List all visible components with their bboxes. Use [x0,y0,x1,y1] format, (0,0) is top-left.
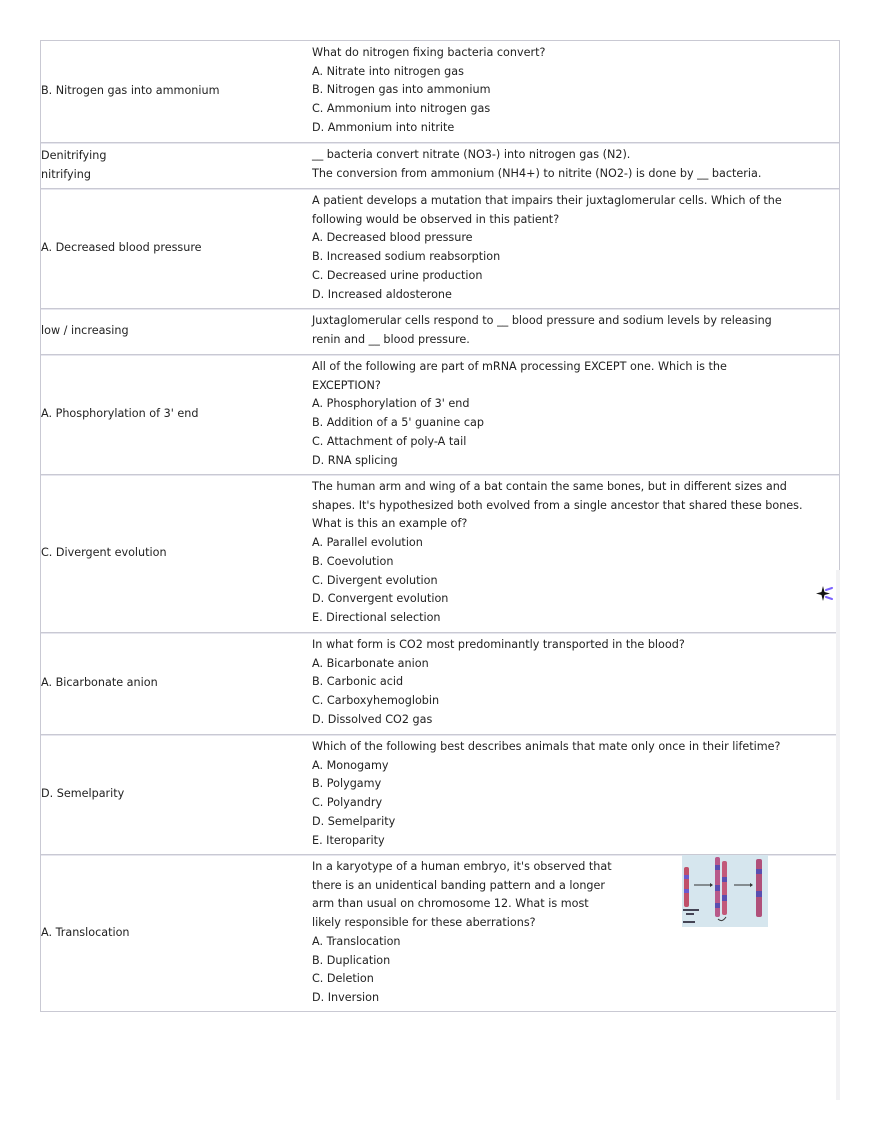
option-c: C. Divergent evolution [312,573,438,587]
option-a: A. Parallel evolution [312,536,423,550]
option-b: B. Increased sodium reabsorption [312,250,501,264]
option-a: A. Monogamy [312,758,389,772]
karyotype-chromosomes [682,855,768,927]
question-text: shapes. It's hypothesized both evolved from a single ancestor that shared these bones. [312,498,803,512]
card-definition [312,41,839,142]
card-term [41,189,311,308]
option-b: B. Addition of a 5' guanine cap [312,416,484,430]
question-text: arm than usual on chromosome 12. What is most [312,897,589,911]
card-definition [312,475,839,632]
option-c: C. Deletion [312,972,374,986]
card-row-5 [41,354,839,474]
option-c: C. Attachment of poly-A tail [312,434,467,448]
question-text: In a karyotype of a human embryo, it's observed that [312,860,612,873]
question-text: What is this an example of? [312,517,468,531]
definition-line: __ bacteria convert nitrate (NO3-) into nitrogen gas (N2). [312,148,631,161]
card-definition [312,309,839,353]
option-c: C. Ammonium into nitrogen gas [312,102,491,116]
card-term [41,143,311,188]
karyotype-image [682,855,768,927]
option-d: D. Convergent evolution [312,592,449,606]
card-row-3 [41,188,839,308]
term-line: A. Decreased blood pressure [41,241,202,255]
option-b: B. Duplication [312,953,391,967]
term-line: nitrifying [41,167,91,181]
definition-line: The conversion from ammonium (NH4+) to nitrite (NO2-) is done by __ bacteria. [312,166,762,180]
option-e: E. Directional selection [312,610,441,624]
question-text: following would be observed in this patient? [312,212,560,226]
definition-line: renin and __ blood pressure. [312,332,470,346]
sparkle-icon-graphic [814,584,834,604]
flashcard-table [40,40,840,1012]
term-line: C. Divergent evolution [41,546,167,560]
option-b: B. Coevolution [312,554,394,568]
question-text: The human arm and wing of a bat contain the same bones, but in different sizes and [312,480,787,493]
card-row-6 [41,474,839,632]
right-edge-shadow [836,570,840,1100]
sparkle-icon[interactable] [814,584,834,604]
option-d: D. Ammonium into nitrite [312,120,455,134]
option-d: D. Inversion [312,990,380,1004]
card-term [41,355,311,474]
option-c: C. Decreased urine production [312,268,483,282]
card-definition [312,143,839,187]
card-row-7 [41,632,839,734]
card-term [41,309,311,354]
term-line: B. Nitrogen gas into ammonium [41,84,220,98]
card-term [41,735,311,854]
term-line: D. Semelparity [41,787,125,801]
card-row-4 [41,308,839,354]
card-definition [312,355,839,474]
option-d: D. Increased aldosterone [312,287,452,301]
option-e: E. Iteroparity [312,833,385,847]
card-definition [312,633,839,734]
option-b: B. Carbonic acid [312,675,404,689]
card-term [41,855,311,1011]
question-text: In what form is CO2 most predominantly transported in the blood? [312,638,685,651]
term-line: A. Translocation [41,925,130,939]
option-c: C. Polyandry [312,796,383,810]
option-a: A. Translocation [312,934,401,948]
term-line: Denitrifying [41,148,107,162]
option-a: A. Phosphorylation of 3' end [312,397,470,411]
question-text: All of the following are part of mRNA processing EXCEPT one. Which is the [312,360,727,373]
card-row-2 [41,142,839,188]
question-text: Which of the following best describes animals that mate only once in their lifetime? [312,740,781,753]
option-c: C. Carboxyhemoglobin [312,694,440,708]
question-text: likely responsible for these aberrations? [312,916,536,930]
card-term [41,475,311,632]
question-text: What do nitrogen fixing bacteria convert? [312,46,546,59]
card-term [41,633,311,734]
card-definition [312,189,839,308]
card-row-8 [41,734,839,854]
option-b: B. Polygamy [312,777,382,791]
card-definition [312,735,839,854]
option-a: A. Nitrate into nitrogen gas [312,64,464,78]
question-text: A patient develops a mutation that impairs their juxtaglomerular cells. Which of the [312,194,782,207]
term-line: low / increasing [41,324,129,338]
question-text: EXCEPTION? [312,378,381,392]
question-text: there is an unidentical banding pattern and a longer [312,878,605,892]
term-line: A. Phosphorylation of 3' end [41,407,199,421]
option-d: D. Dissolved CO2 gas [312,712,433,726]
option-b: B. Nitrogen gas into ammonium [312,83,491,97]
term-line: A. Bicarbonate anion [41,676,158,690]
card-term [41,41,311,142]
option-d: D. RNA splicing [312,453,398,467]
definition-line: Juxtaglomerular cells respond to __ blood pressure and sodium levels by releasing [312,314,772,327]
card-row-1 [41,41,839,142]
option-a: A. Decreased blood pressure [312,231,473,245]
card-row-9 [41,854,839,1011]
option-a: A. Bicarbonate anion [312,656,429,670]
option-d: D. Semelparity [312,814,396,828]
